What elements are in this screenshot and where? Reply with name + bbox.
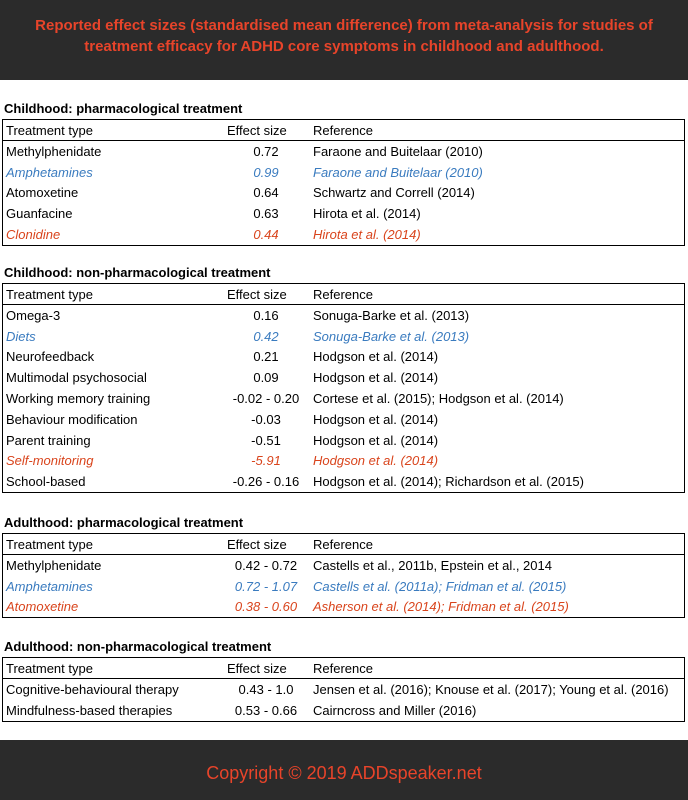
reference-cell: Hirota et al. (2014) [313,227,421,243]
table-header-row [3,534,684,555]
section-title: Childhood: pharmacological treatment [4,101,243,116]
treatment-cell: Atomoxetine [6,599,79,615]
treatment-cell: Mindfulness-based therapies [6,702,173,718]
treatment-cell: Behaviour modification [6,411,138,427]
treatment-cell: Methylphenidate [6,143,102,159]
effect-size-cell: -0.03 [251,411,281,427]
effect-size-cell: 0.38 - 0.60 [234,599,298,615]
treatment-cell: Guanfacine [6,206,73,222]
effect-size-cell: 0.42 [253,328,279,344]
column-header-effect-size: Effect size [227,536,287,552]
effect-size-cell: -5.91 [251,453,281,469]
effect-size-cell: 0.44 [253,227,279,243]
treatment-cell: Neurofeedback [6,349,95,365]
data-table [2,283,685,493]
reference-cell: Asherson et al. (2014); Fridman et al. (2015) [313,599,569,615]
table-row [3,597,684,618]
reference-cell: Faraone and Buitelaar (2010) [313,143,483,159]
footer-banner [0,740,688,800]
effect-size-cell: 0.63 [253,206,279,222]
table-row [3,679,684,700]
effect-size-cell: -0.26 - 0.16 [232,474,300,490]
table-row [3,700,684,721]
column-header-reference: Reference [313,286,373,302]
reference-cell: Hodgson et al. (2014) [313,349,439,365]
header-banner [0,0,688,80]
data-table [2,119,685,246]
treatment-cell: Cognitive-behavioural therapy [6,681,179,697]
reference-cell: Schwartz and Correll (2014) [313,185,475,201]
treatment-cell: Omega-3 [6,307,61,323]
effect-size-cell: 0.72 - 1.07 [234,578,298,594]
reference-cell: Jensen et al. (2016); Knouse et al. (2017); Young et al. (2016) [313,681,669,697]
effect-size-cell: 0.21 [253,349,279,365]
column-header-treatment: Treatment type [6,536,93,552]
effect-size-cell: -0.02 - 0.20 [232,391,300,407]
section-title: Adulthood: pharmacological treatment [4,515,244,530]
table-row [3,162,684,183]
table-row [3,409,684,430]
reference-cell: Cortese et al. (2015); Hodgson et al. (2014) [313,391,564,407]
treatment-cell: Clonidine [6,227,61,243]
column-header-reference: Reference [313,536,373,552]
treatment-cell: Multimodal psychosocial [6,370,147,386]
treatment-cell: School-based [6,474,86,490]
column-header-effect-size: Effect size [227,122,287,138]
treatment-cell: Working memory training [6,391,151,407]
table-row [3,326,684,347]
table-header-row [3,120,684,141]
table-row [3,347,684,368]
table-row [3,471,684,492]
treatment-cell: Parent training [6,432,91,448]
column-header-effect-size: Effect size [227,660,287,676]
effect-size-cell: 0.09 [253,370,279,386]
section-1 [0,265,688,493]
treatment-cell: Self-monitoring [6,453,94,469]
table-row [3,451,684,472]
effect-size-cell: 0.72 [253,143,279,159]
column-header-treatment: Treatment type [6,660,93,676]
reference-cell: Hodgson et al. (2014) [313,432,439,448]
table-row [3,224,684,245]
effect-size-cell: 0.42 - 0.72 [234,557,298,573]
table-row [3,576,684,597]
section-3 [0,639,688,722]
page-title: Reported effect sizes (standardised mean difference) from meta-analysis for studies of treatment efficacy for ADHD core symptoms in childhood and adulthood. [35,17,653,55]
treatment-cell: Diets [6,328,36,344]
reference-cell: Sonuga-Barke et al. (2013) [313,328,470,344]
reference-cell: Hodgson et al. (2014); Richardson et al. (2015) [313,474,584,490]
column-header-effect-size: Effect size [227,286,287,302]
table-row [3,203,684,224]
reference-cell: Cairncross and Miller (2016) [313,702,477,718]
column-header-reference: Reference [313,122,373,138]
table-header-row [3,284,684,305]
table-row [3,430,684,451]
reference-cell: Castells et al., 2011b, Epstein et al., 2014 [313,557,552,573]
copyright-text: Copyright © 2019 ADDspeaker.net [206,762,482,783]
effect-size-cell: -0.51 [251,432,281,448]
treatment-cell: Atomoxetine [6,185,79,201]
reference-cell: Sonuga-Barke et al. (2013) [313,307,470,323]
effect-size-cell: 0.99 [253,164,279,180]
data-table [2,657,685,722]
table-row [3,367,684,388]
column-header-reference: Reference [313,660,373,676]
table-row [3,555,684,576]
section-0 [0,101,688,246]
table-header-row [3,658,684,679]
table-row [3,305,684,326]
column-header-treatment: Treatment type [6,122,93,138]
data-table [2,533,685,618]
treatment-cell: Amphetamines [6,578,93,594]
effect-size-cell: 0.53 - 0.66 [234,702,298,718]
reference-cell: Hirota et al. (2014) [313,206,421,222]
effect-size-cell: 0.64 [253,185,279,201]
reference-cell: Hodgson et al. (2014) [313,411,439,427]
reference-cell: Castells et al. (2011a); Fridman et al. (2015) [313,578,567,594]
treatment-cell: Amphetamines [6,164,93,180]
effect-size-cell: 0.43 - 1.0 [238,681,294,697]
reference-cell: Faraone and Buitelaar (2010) [313,164,483,180]
reference-cell: Hodgson et al. (2014) [313,453,439,469]
table-row [3,141,684,162]
treatment-cell: Methylphenidate [6,557,102,573]
table-row [3,183,684,204]
column-header-treatment: Treatment type [6,286,93,302]
effect-size-cell: 0.16 [253,307,279,323]
section-2 [0,515,688,618]
reference-cell: Hodgson et al. (2014) [313,370,439,386]
section-title: Childhood: non-pharmacological treatment [4,265,271,280]
section-title: Adulthood: non-pharmacological treatment [4,639,272,654]
table-row [3,388,684,409]
